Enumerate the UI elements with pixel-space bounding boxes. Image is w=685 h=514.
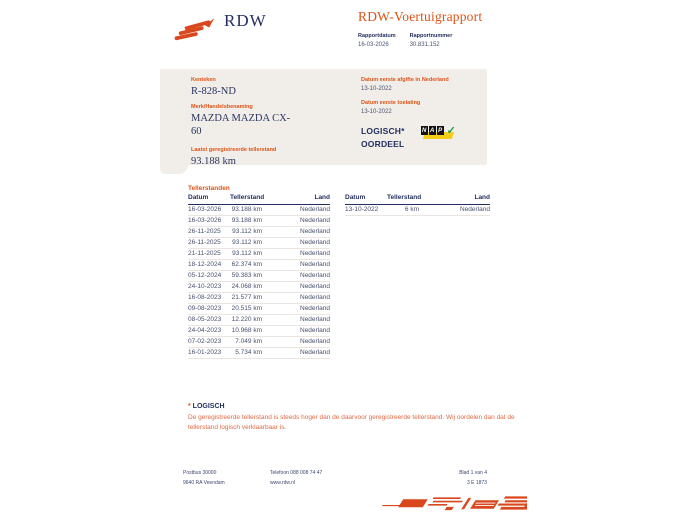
table-cell: Nederland (262, 315, 330, 326)
footer-form-code: 3 E 1873 (466, 480, 487, 486)
table-cell: 93.112 km (230, 249, 262, 260)
summary-box-tail (160, 165, 188, 174)
table-cell: 07-02-2023 (188, 337, 230, 348)
table-row (188, 216, 330, 227)
table-cell: Nederland (262, 238, 330, 249)
table-cell: Nederland (262, 348, 330, 359)
nap-letter-a: A (429, 127, 435, 134)
column-header-datum: Datum (188, 194, 230, 205)
table-cell: Nederland (262, 205, 330, 216)
footer-address-line1: Postbus 30000 (183, 470, 217, 476)
footer-website: www.rdw.nl (270, 480, 296, 486)
table-row (345, 205, 490, 216)
table-cell: Nederland (262, 337, 330, 348)
rdw-logo (174, 10, 267, 44)
table-header-row (188, 194, 330, 205)
report-number-label: Rapportnummer (409, 33, 453, 39)
table-row (188, 271, 330, 282)
table-cell: 09-08-2023 (188, 304, 230, 315)
column-header-tellerstand: Tellerstand (230, 194, 262, 205)
report-date-field (358, 33, 396, 48)
tellerstanden-table-left (188, 194, 330, 359)
table-cell: 62.374 km (230, 260, 262, 271)
table-row (188, 337, 330, 348)
table-cell: 26-11-2025 (188, 238, 230, 249)
table-row (188, 260, 330, 271)
table-cell: Nederland (262, 260, 330, 271)
kenteken-value: R-828-ND (191, 86, 236, 97)
table-cell: 24.068 km (230, 282, 262, 293)
toelating-label: Datum eerste toelating (361, 100, 421, 106)
rdw-wing-icon (174, 14, 216, 44)
table-cell: 93.112 km (230, 238, 262, 249)
table-cell: 24-10-2023 (188, 282, 230, 293)
report-meta (358, 33, 482, 48)
table-row (188, 249, 330, 260)
table-cell: 13-10-2022 (345, 205, 387, 216)
table-cell: 26-11-2025 (188, 227, 230, 238)
footer-page-number: Blad 1 van 4 (459, 470, 487, 476)
table-cell: 93.188 km (230, 205, 262, 216)
nap-checkmark-icon: ✓ (446, 125, 456, 137)
table-cell: Nederland (262, 293, 330, 304)
table-cell: 93.188 km (230, 216, 262, 227)
tellerstand-label: Laatst geregistreerde tellerstand (191, 147, 277, 153)
table-cell: Nederland (262, 282, 330, 293)
oordeel-row (361, 125, 487, 151)
merk-value: MAZDA MAZDA CX-60 (191, 113, 291, 137)
summary-right-column (361, 69, 487, 151)
table-cell: 16-03-2026 (188, 216, 230, 227)
footnote-asterisk: * (188, 403, 193, 410)
table-cell: Nederland (262, 271, 330, 282)
table-cell: 16-01-2023 (188, 348, 230, 359)
report-date-value: 16-03-2026 (358, 42, 389, 48)
logisch-footnote (188, 403, 523, 432)
kenteken-label: Kenteken (191, 77, 216, 83)
column-header-tellerstand: Tellerstand (387, 194, 419, 205)
footer-address-line2: 9640 RA Veendam (183, 480, 225, 486)
table-cell: 12.220 km (230, 315, 262, 326)
nap-letter-p: P (438, 127, 443, 134)
table-row (188, 293, 330, 304)
merk-label: Merk/Handelsbenaming (191, 104, 253, 110)
table-cell: 05-12-2024 (188, 271, 230, 282)
footnote-title-text: LOGISCH (192, 403, 225, 410)
report-number-field (410, 33, 453, 48)
table-cell: 21-11-2025 (188, 249, 230, 260)
footnote-body: De geregistreerde tellerstand is steeds hoger dan de daarvoor geregistreerde tellerstand. Wij oordelen dan dat de tellerstand logisch verklaarbaar is. (188, 414, 515, 431)
table-row (188, 282, 330, 293)
table-row (188, 315, 330, 326)
tellerstand-value: 93.188 km (191, 156, 236, 167)
oordeel-text (361, 125, 405, 151)
tellerstanden-table-right (345, 194, 490, 216)
table-cell: Nederland (262, 304, 330, 315)
table-cell: 08-05-2023 (188, 315, 230, 326)
table-row (188, 238, 330, 249)
table-cell: 16-03-2026 (188, 205, 230, 216)
table-cell: 6 km (387, 205, 419, 216)
table-cell: 16-08-2023 (188, 293, 230, 304)
nap-letter-n: N (421, 127, 427, 134)
toelating-value: 13-10-2022 (361, 109, 392, 115)
summary-left-column (191, 69, 296, 168)
table-cell: Nederland (419, 205, 490, 216)
nap-letters (421, 126, 445, 135)
table-row (188, 304, 330, 315)
table-cell: 20.515 km (230, 304, 262, 315)
tellerstanden-heading: Tellerstanden (188, 185, 230, 192)
rdw-logo-text: RDW (224, 11, 267, 30)
footer-address (183, 468, 225, 488)
table-cell: 24-04-2023 (188, 326, 230, 337)
table-cell: 59.383 km (230, 271, 262, 282)
table-cell: 10.968 km (230, 326, 262, 337)
table-cell: 93.112 km (230, 227, 262, 238)
table-cell: Nederland (262, 216, 330, 227)
report-header (358, 9, 482, 48)
page-title: RDW-Voertuigrapport (358, 9, 483, 24)
table-row (188, 227, 330, 238)
vehicle-summary-box (160, 69, 487, 165)
table-cell: Nederland (262, 227, 330, 238)
table-row (188, 348, 330, 359)
speed-stripes-graphic (371, 495, 527, 513)
footer-phone: Telefoon 088 008 74 47 (270, 470, 323, 476)
afgifte-label: Datum eerste afgifte in Nederland (361, 77, 449, 83)
column-header-datum: Datum (345, 194, 387, 205)
column-header-land: Land (419, 194, 490, 205)
oordeel-line2: OORDEEL (361, 139, 405, 149)
nap-logo-icon (421, 126, 461, 142)
table-row (188, 205, 330, 216)
footnote-title (188, 403, 523, 410)
table-cell: 21.577 km (230, 293, 262, 304)
oordeel-line1: LOGISCH* (361, 126, 405, 136)
table-row (188, 326, 330, 337)
table-cell: 5.734 km (230, 348, 262, 359)
footer-contact (270, 468, 322, 488)
report-date-label: Rapportdatum (358, 33, 396, 39)
column-header-land: Land (262, 194, 330, 205)
table-cell: Nederland (262, 326, 330, 337)
footer-page-info (459, 468, 487, 488)
table-cell: 18-12-2024 (188, 260, 230, 271)
afgifte-value: 13-10-2022 (361, 86, 392, 92)
table-header-row (345, 194, 490, 205)
table-cell: 7.049 km (230, 337, 262, 348)
report-number-value: 30.831.152 (409, 42, 440, 48)
table-cell: Nederland (262, 249, 330, 260)
